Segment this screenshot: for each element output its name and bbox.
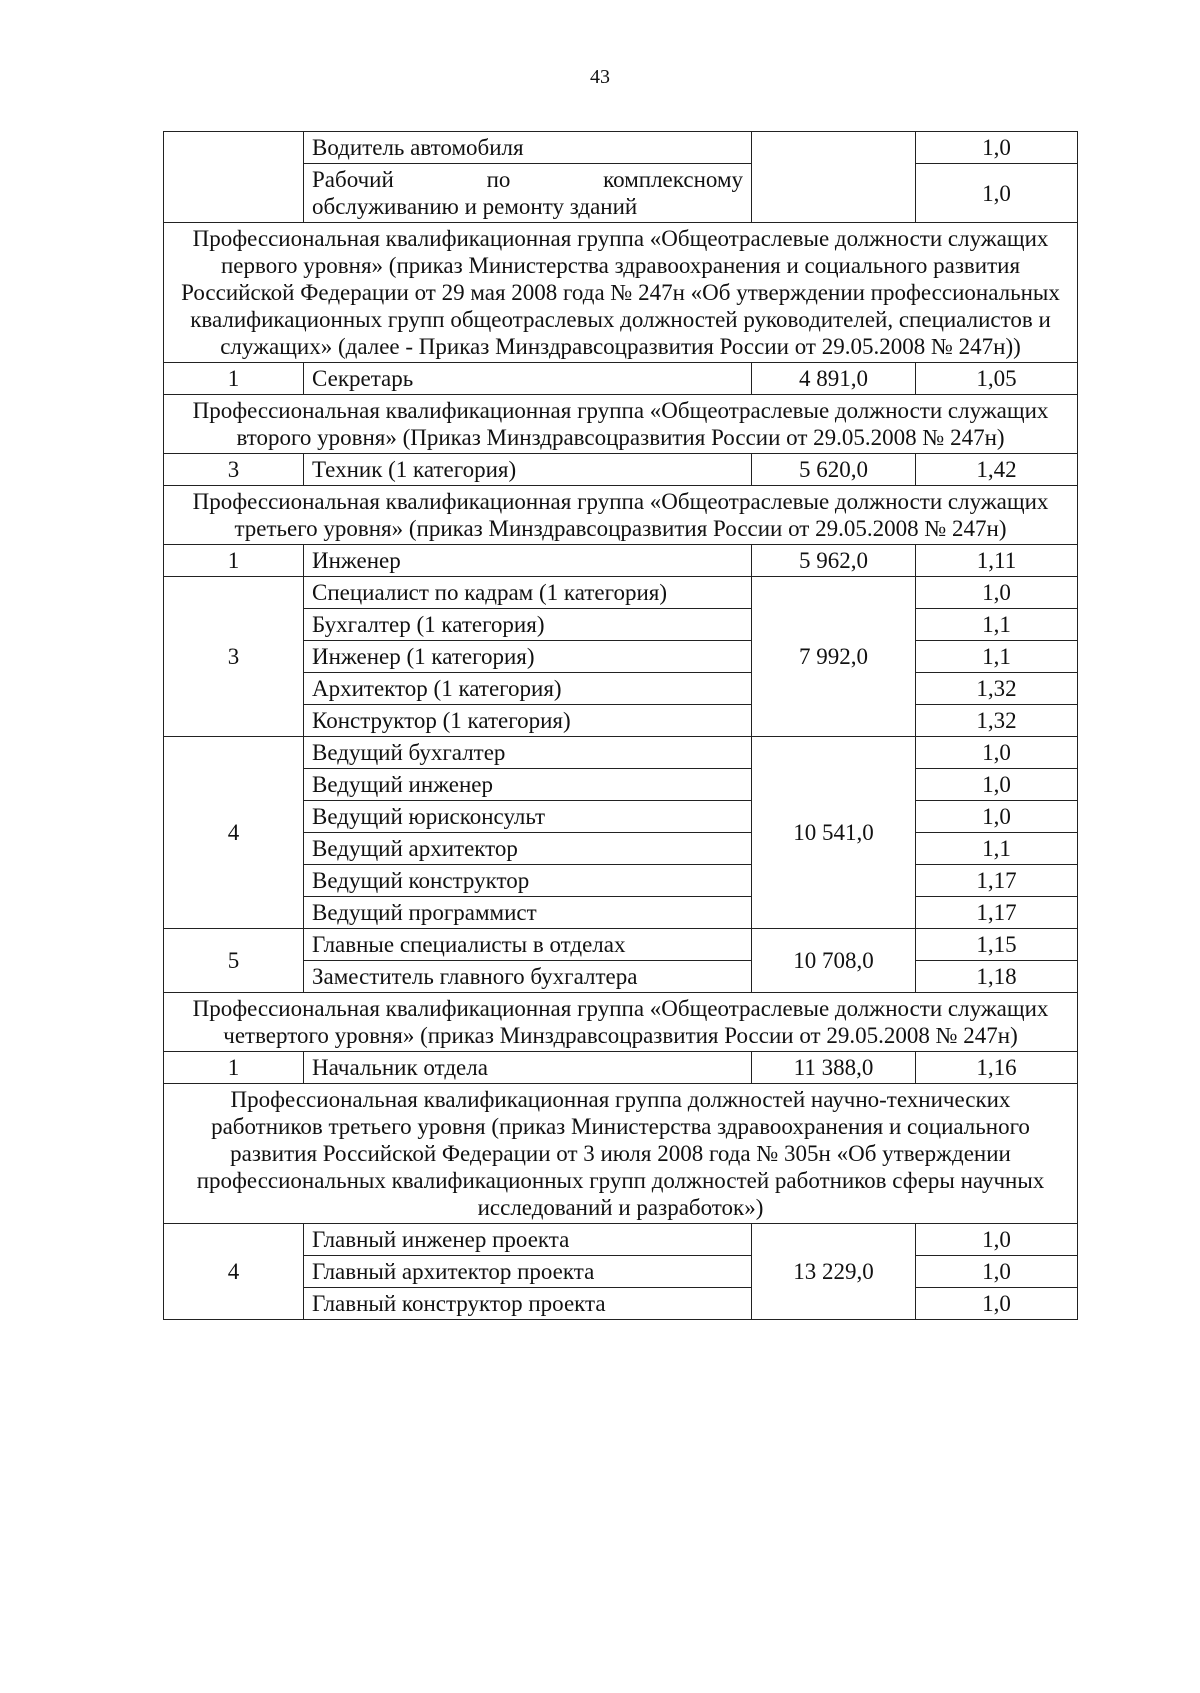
position-cell: Ведущий бухгалтер	[304, 737, 752, 769]
salary-cell: 5 962,0	[752, 545, 916, 577]
level-cell: 3	[164, 454, 304, 486]
table-row	[164, 737, 1078, 769]
position-cell	[304, 164, 752, 223]
group-header: Профессиональная квалификационная группа «Общеотраслевые должности служащих третьего уровня» (приказ Минздравсоцразвития России от 29.05.2008 № 247н)	[164, 486, 1078, 545]
position-cell: Главный архитектор проекта	[304, 1256, 752, 1288]
position-cell: Инженер (1 категория)	[304, 641, 752, 673]
coef-cell: 1,32	[916, 705, 1078, 737]
salary-table	[163, 131, 1078, 1320]
position-word: Рабочий	[312, 167, 394, 192]
group-header-row	[164, 486, 1078, 545]
position-cell: Заместитель главного бухгалтера	[304, 961, 752, 993]
position-cell: Секретарь	[304, 363, 752, 395]
coef-cell: 1,18	[916, 961, 1078, 993]
position-cell: Архитектор (1 категория)	[304, 673, 752, 705]
position-cell: Ведущий юрисконсульт	[304, 801, 752, 833]
level-cell: 1	[164, 363, 304, 395]
table-row	[164, 1052, 1078, 1084]
salary-cell: 5 620,0	[752, 454, 916, 486]
coef-cell: 1,17	[916, 865, 1078, 897]
group-header-row	[164, 223, 1078, 363]
table-row	[164, 132, 1078, 164]
level-cell: 1	[164, 1052, 304, 1084]
table-row	[164, 363, 1078, 395]
position-cell: Ведущий инженер	[304, 769, 752, 801]
level-cell: 3	[164, 577, 304, 737]
position-cell: Ведущий конструктор	[304, 865, 752, 897]
group-header: Профессиональная квалификационная группа должностей научно-технических работников третьего уровня (приказ Министерства здравоохранения и социального развития Российской Федерации от 3 июля 2008 года № 305н «Об утверждении профессиональных квалификационных групп должностей работников сферы научных исследований и разработок»)	[164, 1084, 1078, 1224]
coef-cell: 1,42	[916, 454, 1078, 486]
level-cell	[164, 132, 304, 223]
position-cell: Начальник отдела	[304, 1052, 752, 1084]
position-cell: Главный конструктор проекта	[304, 1288, 752, 1320]
table-row	[164, 577, 1078, 609]
coef-cell: 1,1	[916, 641, 1078, 673]
position-word: по	[486, 167, 511, 192]
coef-cell: 1,05	[916, 363, 1078, 395]
coef-cell: 1,17	[916, 897, 1078, 929]
salary-cell: 10 708,0	[752, 929, 916, 993]
coef-cell: 1,0	[916, 1256, 1078, 1288]
position-cell: Ведущий программист	[304, 897, 752, 929]
group-header: Профессиональная квалификационная группа «Общеотраслевые должности служащих первого уровня» (приказ Министерства здравоохранения и социального развития Российской Федерации от 29 мая 2008 года № 247н «Об утверждении профессиональных квалификационных групп общеотраслевых должностей руководителей, специалистов и служащих» (далее - Приказ Минздравсоцразвития России от 29.05.2008 № 247н))	[164, 223, 1078, 363]
table-row	[164, 929, 1078, 961]
position-cell: Главные специалисты в отделах	[304, 929, 752, 961]
position-cell: Водитель автомобиля	[304, 132, 752, 164]
position-cell: Специалист по кадрам (1 категория)	[304, 577, 752, 609]
salary-cell: 11 388,0	[752, 1052, 916, 1084]
position-word: комплексному	[603, 167, 743, 192]
coef-cell: 1,0	[916, 132, 1078, 164]
coef-cell: 1,11	[916, 545, 1078, 577]
coef-cell: 1,0	[916, 1224, 1078, 1256]
group-header: Профессиональная квалификационная группа «Общеотраслевые должности служащих четвертого уровня» (приказ Минздравсоцразвития России от 29.05.2008 № 247н)	[164, 993, 1078, 1052]
position-line: обслуживанию и ремонту зданий	[312, 194, 638, 219]
level-cell: 4	[164, 1224, 304, 1320]
salary-cell: 4 891,0	[752, 363, 916, 395]
group-header: Профессиональная квалификационная группа «Общеотраслевые должности служащих второго уровня» (Приказ Минздравсоцразвития России от 29.05.2008 № 247н)	[164, 395, 1078, 454]
position-cell: Главный инженер проекта	[304, 1224, 752, 1256]
coef-cell: 1,16	[916, 1052, 1078, 1084]
position-cell: Ведущий архитектор	[304, 833, 752, 865]
position-line	[312, 166, 743, 193]
salary-cell: 13 229,0	[752, 1224, 916, 1320]
salary-cell: 7 992,0	[752, 577, 916, 737]
table-row	[164, 1224, 1078, 1256]
position-cell: Техник (1 категория)	[304, 454, 752, 486]
coef-cell: 1,0	[916, 1288, 1078, 1320]
level-cell: 1	[164, 545, 304, 577]
coef-cell: 1,32	[916, 673, 1078, 705]
position-cell: Инженер	[304, 545, 752, 577]
coef-cell: 1,1	[916, 609, 1078, 641]
coef-cell: 1,0	[916, 801, 1078, 833]
group-header-row	[164, 993, 1078, 1052]
coef-cell: 1,15	[916, 929, 1078, 961]
coef-cell: 1,1	[916, 833, 1078, 865]
position-cell: Бухгалтер (1 категория)	[304, 609, 752, 641]
group-header-row	[164, 1084, 1078, 1224]
coef-cell: 1,0	[916, 164, 1078, 223]
coef-cell: 1,0	[916, 769, 1078, 801]
salary-cell: 10 541,0	[752, 737, 916, 929]
coef-cell: 1,0	[916, 577, 1078, 609]
level-cell: 4	[164, 737, 304, 929]
group-header-row	[164, 395, 1078, 454]
table-row	[164, 454, 1078, 486]
table-row	[164, 545, 1078, 577]
level-cell: 5	[164, 929, 304, 993]
salary-cell	[752, 132, 916, 223]
coef-cell: 1,0	[916, 737, 1078, 769]
position-cell: Конструктор (1 категория)	[304, 705, 752, 737]
page-number: 43	[590, 66, 610, 88]
